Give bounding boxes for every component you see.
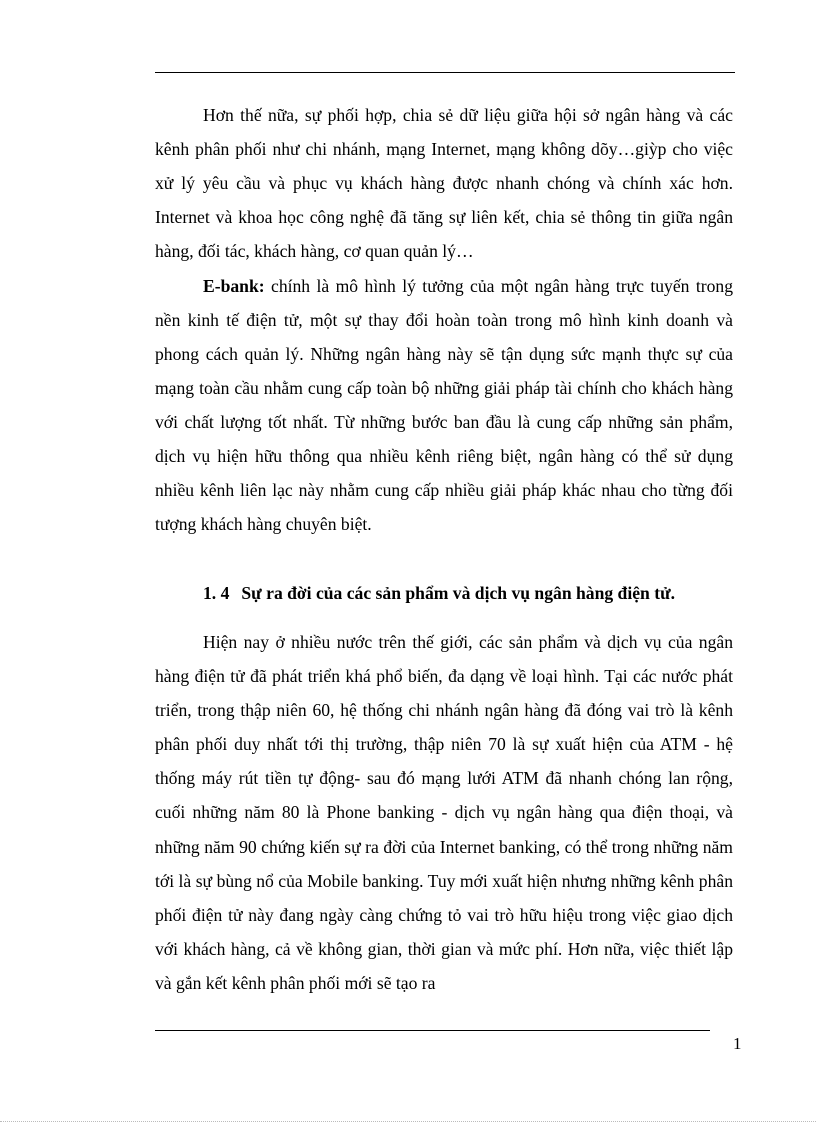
header-rule: [155, 72, 735, 73]
paragraph-text: chính là mô hình lý tưởng của một ngân hàng trực tuyến trong nền kinh tế điện tử, một sự thay đổi hoàn toàn trong mô hình kinh doanh và phong cách quản lý. Những ngân hàng này sẽ tận dụng sức mạnh thực sự của mạng toàn cầu nhằm cung cấp toàn bộ những giải pháp tài chính cho khách hàng với chất lượng tốt nhất. Từ những bước ban đầu là cung cấp những sản phẩm, dịch vụ hiện hữu thông qua nhiều kênh riêng biệt, ngân hàng có thể sử dụng nhiều kênh liên lạc này nhằm cung cấp nhiều giải pháp khác nhau cho từng đối tượng khách hàng chuyên biệt.: [155, 275, 733, 535]
paragraph-ebank-definition: [155, 269, 733, 542]
section-number: 1. 4: [203, 583, 230, 603]
paragraph-text: Hiện nay ở nhiều nước trên thế giới, các sản phẩm và dịch vụ của ngân hàng điện tử đã phát triển khá phổ biến, đa dạng về loại hình. Tại các nước phát triển, trong thập niên 60, hệ thống chi nhánh ngân hàng đã đóng vai trò là kênh phân phối duy nhất tới thị trường, thập niên 70 là sự xuất hiện của ATM - hệ thống máy rút tiền tự động- sau đó mạng lưới ATM đã nhanh chóng lan rộng, cuối những năm 80 là Phone banking - dịch vụ ngân hàng qua điện thoại, và những năm 90 chứng kiến sự ra đời của Internet banking, có thể trong những năm tới là sự bùng nổ của Mobile banking. Tuy mới xuất hiện nhưng những kênh phân phối điện tử này đang ngày càng chứng tỏ vai trò hữu hiệu trong việc giao dịch với khách hàng, cả về không gian, thời gian và mức phí. Hơn nữa, việc thiết lập và gắn kết kênh phân phối mới sẽ tạo ra: [155, 632, 733, 993]
ebank-term: E-bank:: [203, 275, 265, 296]
section-heading: [203, 580, 675, 606]
page-edge-divider: [0, 1121, 816, 1122]
paragraph-text: Hơn thế nữa, sự phối hợp, chia sẻ dữ liệu giữa hội sở ngân hàng và các kênh phân phối như chi nhánh, mạng Internet, mạng không dõy…giỳp cho việc xử lý yêu cầu và phục vụ khách hàng được nhanh chóng và chính xác hơn. Internet và khoa học công nghệ đã tăng sự liên kết, chia sẻ thông tin giữa ngân hàng, đối tác, khách hàng, cơ quan quản lý…: [155, 105, 733, 262]
section-title: Sự ra đời của các sản phẩm và dịch vụ ngân hàng điện tử.: [241, 583, 676, 603]
page-number: 1: [733, 1034, 742, 1053]
paragraph-history: [155, 625, 733, 1000]
paragraph-data-sharing: [155, 98, 733, 268]
footer-rule: [155, 1030, 710, 1031]
